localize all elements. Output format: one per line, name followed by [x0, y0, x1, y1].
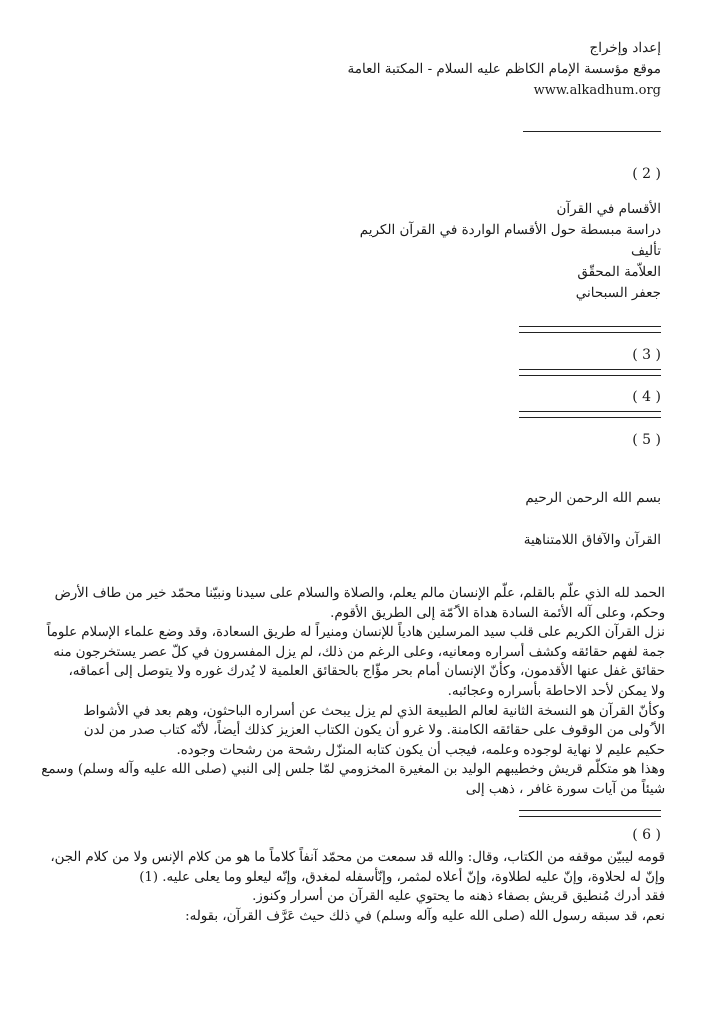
- book-title-block: [360, 199, 661, 304]
- body-line: حقائق غفل عنها الأقدمون، وكأنّ الإنسان أمام بحر مؤّاج بالحقائق العلمية لا يُدرك غوره ولا يتوصل إلى أعماقه،: [68, 664, 665, 680]
- section-title: القرآن والآفاق اللامتناهية: [523, 532, 661, 548]
- body-line: وهذا هو متكلّم قريش وخطيبهم الوليد بن المغيرة المخزومي لمّا جلس إلى النبي (صلى الله عليه وآله وسلم) وسمع: [41, 762, 665, 778]
- body-line: جمة لفهم حقائقه وكشف أسراره ومعانيه، وعلى الرغم من ذلك، لم يزل المفسرون في كلّ عصر يستخرجون منه: [53, 644, 665, 660]
- publisher-name: موقع مؤسسة الإمام الكاظم عليه السلام - المكتبة العامة: [347, 61, 661, 77]
- page-marker-6: ( 6 ): [632, 827, 661, 843]
- page-separator: [519, 326, 661, 333]
- basmala: بسم الله الرحمن الرحيم: [525, 490, 661, 506]
- body-line: نعم، قد سبقه رسول الله (صلى الله عليه وآله وسلم) في ذلك حيث عَرَّف القرآن، بقوله:: [185, 908, 665, 924]
- book-subtitle: دراسة مبسطة حول الأقسام الواردة في القرآن الكريم: [359, 222, 661, 238]
- body-line: حكيم عليم لا نهاية لوجوده وعلمه، فيجب أن يكون كتابه المنزّل رشحة من رشحات وجوده.: [176, 742, 665, 758]
- publisher-url[interactable]: www.alkadhum.org: [533, 83, 661, 98]
- page-marker-3: ( 3 ): [632, 347, 661, 363]
- page-separator: [519, 810, 661, 817]
- page-separator: [519, 411, 661, 418]
- body-line: فقد أدرك مُنطيق قريش بصفاء ذهنه ما يحتوي عليه القرآن من أسرار وكنوز.: [252, 889, 665, 905]
- prepared-by-label: إعداد وإخراج: [589, 40, 661, 56]
- author-name: جعفر السبحاني: [575, 285, 661, 301]
- body-line: وإنّ له لحلاوة، وإنّ عليه لطلاوة، وإنّ أعلاه لمثمر، وإنّأسفله لمغدق، وإنّه ليعلو وما يعلى عليه. (1): [139, 869, 665, 885]
- page-marker-2: ( 2 ): [632, 166, 661, 182]
- book-title: الأقسام في القرآن: [556, 201, 661, 217]
- body-line: وحكم، وعلى آله الأئمة السادة هداة الأ ُمّة إلى الطريق الأقوم.: [330, 605, 665, 621]
- header-divider: [523, 131, 661, 132]
- author-honorific: العلاّمة المحقّق: [577, 264, 661, 280]
- body-line: نزل القرآن الكريم على قلب سيد المرسلين هادياً للإنسان ومنيراً له طريق السعادة، وقد وضع علماء الإسلام علوماً: [46, 625, 665, 641]
- body-line: شيئاً من آيات سورة غافر ، ذهب إلى: [465, 781, 665, 797]
- body-line: الحمد لله الذي علّم بالقلم، علّم الإنسان مالم يعلم، والصلاة والسلام على سيدنا ونبيّنا محمّد خير من طاف الأرض: [54, 586, 665, 601]
- page5-body: [41, 584, 665, 800]
- page-marker-5: ( 5 ): [632, 432, 661, 448]
- authored-label: تأليف: [630, 243, 661, 259]
- page-separator: [519, 369, 661, 376]
- body-line: ولا يمكن لأحد الاحاطة بأسراره وعجائبه.: [447, 683, 665, 699]
- page6-body: [50, 848, 665, 926]
- body-line: قومه ليبيّن موقفه من الكتاب، وقال: والله قد سمعت من محمّد آنفاً كلاماً ما هو من كلام الإنس ولا من كلام الجن،: [50, 850, 665, 865]
- page-marker-4: ( 4 ): [632, 389, 661, 405]
- body-line: وكأنّ القرآن هو النسخة الثانية لعالم الطبيعة الذي لم يزل يبحث عن أسراره الباحثون، وهم بعد في الأشواط: [83, 703, 665, 719]
- publisher-header: [348, 38, 661, 101]
- body-line: الأ ُولى من الوقوف على حقائقه الكامنة. ولا غرو أن يكون الكتاب العزيز كذلك أيضاً، لأنّه كتاب صدر من لدن: [83, 723, 665, 739]
